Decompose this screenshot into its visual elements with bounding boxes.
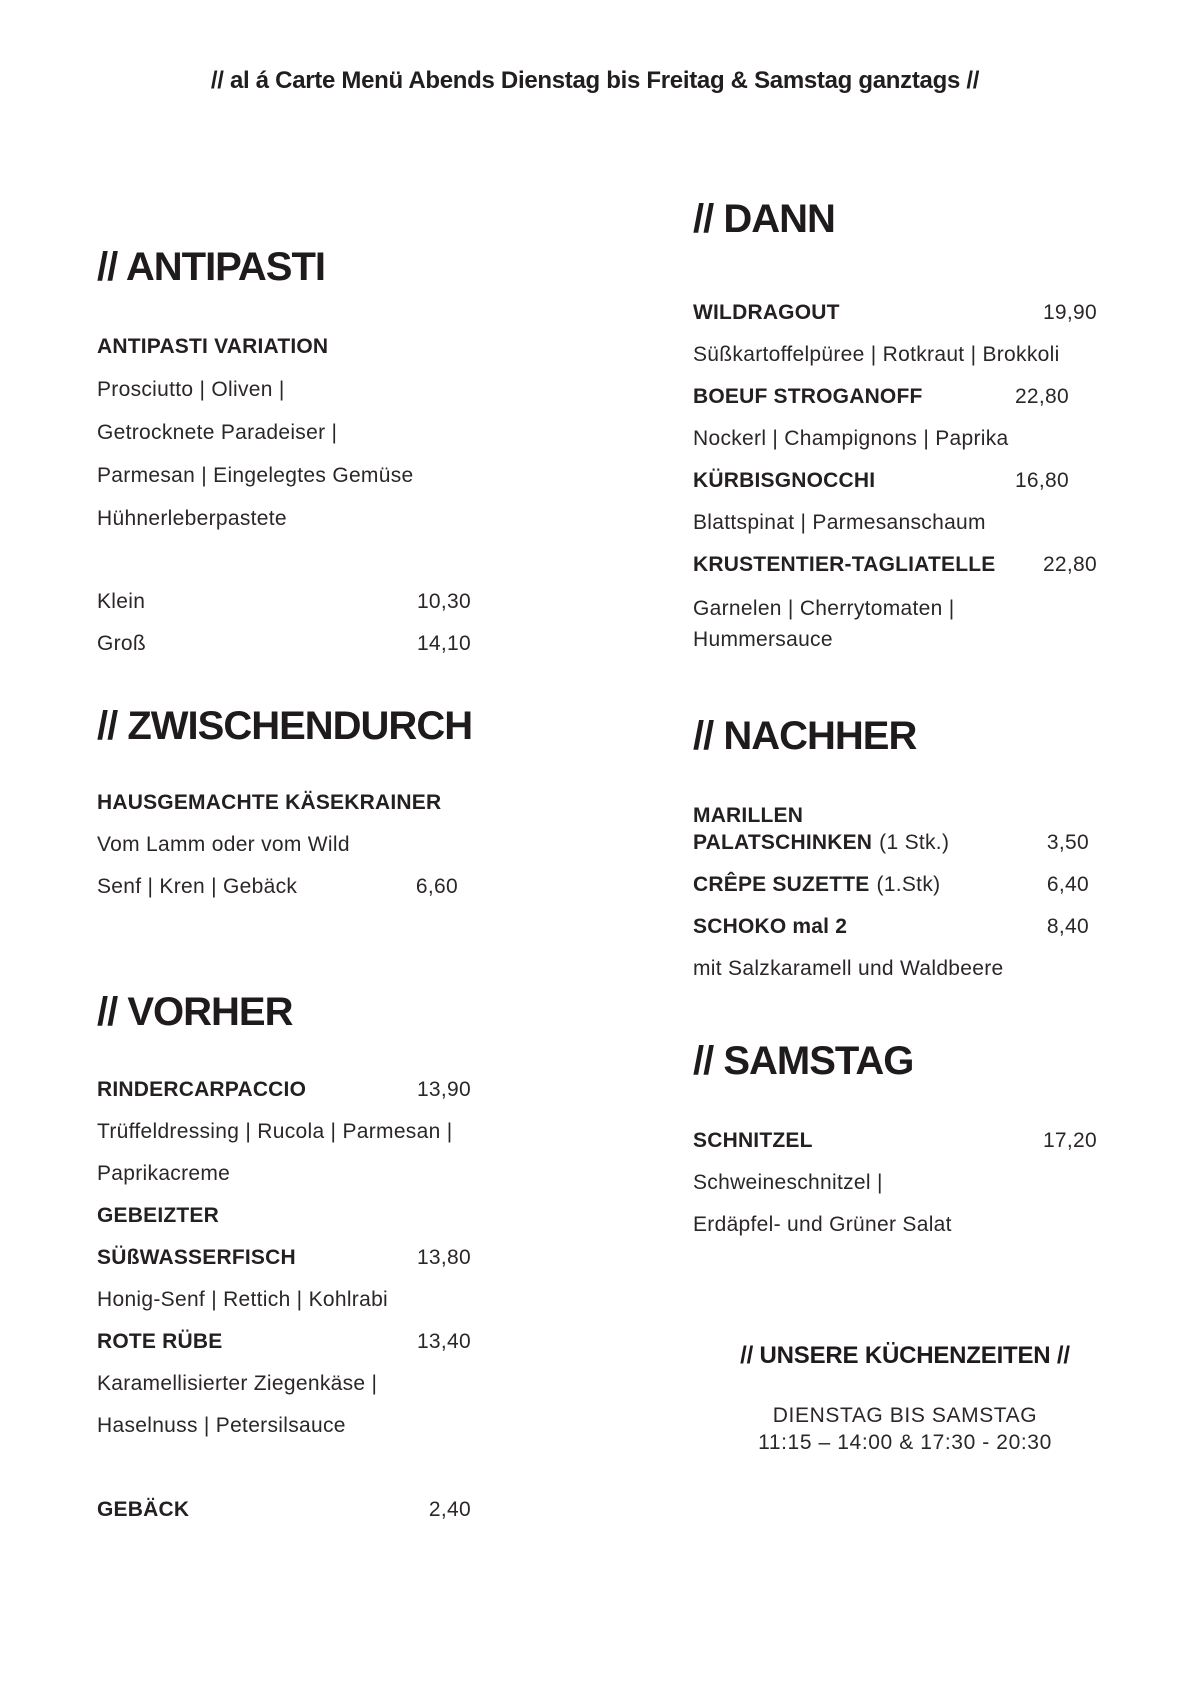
item-description-line: Paprikacreme	[97, 1162, 231, 1185]
item-row-schnitzel	[693, 1120, 1097, 1162]
item-name: RINDERCARPACCIO	[97, 1078, 307, 1101]
kitchen-hours-times: 11:15 – 14:00 & 17:30 - 20:30	[758, 1431, 1052, 1454]
item-row-palatschinken	[693, 829, 1097, 856]
item-name: GEBÄCK	[97, 1498, 190, 1521]
item-price: 2,40	[428, 1498, 471, 1521]
section-heading-vorher: // VORHER	[97, 990, 293, 1034]
kitchen-hours-days: DIENSTAG BIS SAMSTAG	[772, 1404, 1038, 1427]
item-name-antipasti-variation: ANTIPASTI VARIATION	[97, 335, 329, 358]
item-row-boeuf-stroganoff	[693, 376, 1097, 418]
section-dann	[693, 199, 1097, 655]
item-description-line: Hummersauce	[693, 628, 833, 651]
section-nachher	[693, 716, 1097, 990]
section-antipasti	[97, 247, 471, 665]
item-description-line: Honig-Senf | Rettich | Kohlrabi	[97, 1288, 389, 1311]
item-name: BOEUF STROGANOFF	[693, 385, 923, 408]
item-row-suesswasserfisch	[97, 1237, 471, 1279]
item-row-rote-ruebe	[97, 1321, 471, 1363]
item-price: 17,20	[1042, 1129, 1097, 1152]
item-price: 6,40	[1046, 873, 1089, 896]
item-description-line: Erdäpfel- und Grüner Salat	[693, 1213, 952, 1236]
item-price: 8,40	[1046, 915, 1089, 938]
section-vorher	[97, 992, 471, 1531]
item-description-line: Hühnerleberpastete	[97, 507, 287, 530]
item-price: 13,40	[416, 1330, 471, 1353]
section-zwischendurch	[97, 706, 471, 908]
item-description-line: Getrocknete Paradeiser |	[97, 421, 338, 444]
item-description-line: Süßkartoffelpüree | Rotkraut | Brokkoli	[693, 343, 1060, 366]
item-row-crepe-suzette	[693, 864, 1097, 906]
item-row-kaesekrainer	[97, 866, 471, 908]
item-description-line: Blattspinat | Parmesanschaum	[693, 511, 986, 534]
item-name-line1: GEBEIZTER	[97, 1204, 219, 1227]
item-name: SCHOKO mal 2	[693, 915, 848, 938]
section-heading-zwischendurch: // ZWISCHENDURCH	[97, 704, 473, 748]
section-heading-dann: // DANN	[693, 197, 835, 241]
item-description-line: mit Salzkaramell und Waldbeere	[693, 957, 1004, 980]
item-row-schoko-mal-2	[693, 906, 1097, 948]
item-price: 6,60	[415, 875, 458, 898]
item-name: SCHNITZEL	[693, 1129, 813, 1152]
item-name: CRÊPE SUZETTE	[693, 873, 870, 896]
section-samstag	[693, 1041, 1097, 1246]
item-description-line: Karamellisierter Ziegenkäse |	[97, 1372, 378, 1395]
item-price: 13,80	[416, 1246, 471, 1269]
item-row-rindercarpaccio	[97, 1069, 471, 1111]
item-name: KRUSTENTIER-TAGLIATELLE	[693, 553, 996, 576]
item-name-line1: MARILLEN	[693, 804, 804, 827]
item-description-line: Schweineschnitzel |	[693, 1171, 883, 1194]
item-description-line: Nockerl | Champignons | Paprika	[693, 427, 1009, 450]
item-row-wildragout	[693, 292, 1097, 334]
size-row-gross	[97, 623, 471, 665]
item-description-line: Senf | Kren | Gebäck	[97, 875, 298, 898]
item-price: 22,80	[1014, 385, 1069, 408]
item-price: 3,50	[1046, 831, 1089, 854]
item-name: KÜRBISGNOCCHI	[693, 469, 876, 492]
item-price: 13,90	[416, 1078, 471, 1101]
item-name: SÜßWASSERFISCH	[97, 1246, 296, 1269]
section-heading-samstag: // SAMSTAG	[693, 1039, 914, 1083]
item-row-gebaeck	[97, 1489, 471, 1531]
item-name: WILDRAGOUT	[693, 301, 840, 324]
item-description-line: Trüffeldressing | Rucola | Parmesan |	[97, 1120, 453, 1143]
item-row-krustentier-tagliatelle	[693, 544, 1097, 586]
item-price: 22,80	[1042, 553, 1097, 576]
section-heading-nachher: // NACHHER	[693, 714, 917, 758]
item-description-line: Haselnuss | Petersilsauce	[97, 1414, 346, 1437]
size-row-klein	[97, 581, 471, 623]
item-name: ROTE RÜBE	[97, 1330, 223, 1353]
item-price: 19,90	[1042, 301, 1097, 324]
item-row-kuerbisgnocchi	[693, 460, 1097, 502]
size-label: Groß	[97, 632, 147, 655]
item-portion: (1 Stk.)	[879, 831, 950, 854]
kitchen-hours-heading: // UNSERE KÜCHENZEITEN //	[740, 1342, 1070, 1369]
section-heading-antipasti: // ANTIPASTI	[97, 245, 325, 289]
item-price: 10,30	[416, 590, 471, 613]
menu-subtitle: // al á Carte Menü Abends Dienstag bis Freitag & Samstag ganztags //	[210, 67, 980, 94]
item-description-line: Vom Lamm oder vom Wild	[97, 833, 350, 856]
section-kitchen-hours	[693, 1341, 1117, 1456]
item-description-line: Parmesan | Eingelegtes Gemüse	[97, 464, 414, 487]
item-price: 14,10	[416, 632, 471, 655]
item-name-kaesekrainer: HAUSGEMACHTE KÄSEKRAINER	[97, 791, 442, 814]
item-portion: (1.Stk)	[876, 873, 941, 896]
item-description-line: Prosciutto | Oliven |	[97, 378, 285, 401]
item-price: 16,80	[1014, 469, 1069, 492]
item-description-line: Garnelen | Cherrytomaten |	[693, 597, 955, 620]
size-label: Klein	[97, 590, 146, 613]
item-name: PALATSCHINKEN	[693, 831, 873, 854]
